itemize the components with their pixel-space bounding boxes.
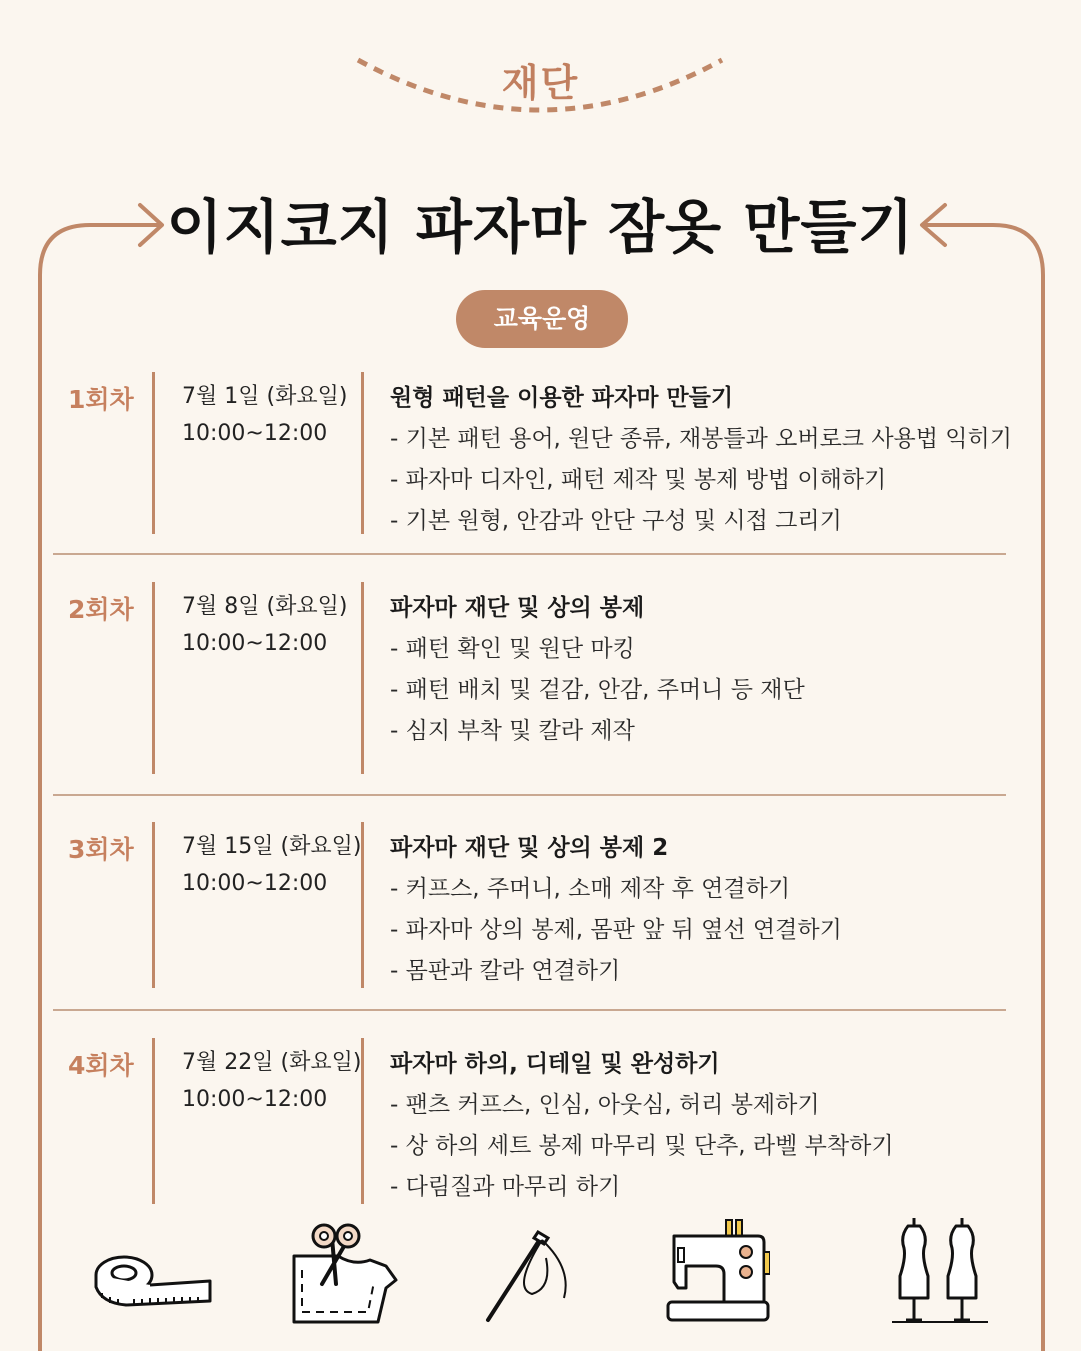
session-date: 7월 22일 (화요일) — [182, 1050, 362, 1075]
tape-measure-icon — [92, 1245, 214, 1311]
session-datetime — [182, 828, 361, 902]
session-heading: 파자마 하의, 디테일 및 완성하기 — [390, 1051, 720, 1077]
list-item: - 패턴 배치 및 겉감, 안감, 주머니 등 재단 — [390, 677, 805, 703]
list-item: - 파자마 디자인, 패턴 제작 및 봉제 방법 이해하기 — [390, 467, 887, 493]
divider-vertical — [152, 1038, 155, 1204]
session-4 — [0, 1038, 1081, 1206]
session-1 — [0, 372, 1081, 536]
session-3 — [0, 822, 1081, 990]
session-datetime — [182, 378, 347, 452]
list-item: - 다림질과 마무리 하기 — [390, 1174, 621, 1200]
divider-horizontal — [53, 794, 1006, 796]
session-date: 7월 15일 (화요일) — [182, 834, 362, 859]
session-heading: 원형 패턴을 이용한 파자마 만들기 — [390, 385, 734, 411]
divider-vertical — [361, 372, 364, 534]
list-item: - 팬츠 커프스, 인심, 아웃심, 허리 봉제하기 — [390, 1092, 820, 1118]
list-item: - 상 하의 세트 봉제 마무리 및 단추, 라벨 부착하기 — [390, 1133, 894, 1159]
divider-vertical — [152, 822, 155, 988]
session-date: 7월 1일 (화요일) — [182, 384, 348, 409]
session-heading: 파자마 재단 및 상의 봉제 2 — [390, 835, 669, 861]
sewing-machine-icon — [666, 1218, 770, 1324]
session-number: 1회차 — [68, 385, 134, 414]
divider-vertical — [152, 372, 155, 534]
list-item: - 기본 원형, 안감과 안단 구성 및 시접 그리기 — [390, 508, 842, 534]
scissors-pattern-icon — [288, 1222, 400, 1328]
list-item: - 몸판과 칼라 연결하기 — [390, 958, 621, 984]
session-time: 10:00~12:00 — [182, 631, 328, 656]
session-content — [390, 828, 842, 992]
session-time: 10:00~12:00 — [182, 871, 328, 896]
session-heading: 파자마 재단 및 상의 봉제 — [390, 595, 645, 621]
session-number: 4회차 — [68, 1051, 134, 1080]
session-time: 10:00~12:00 — [182, 421, 328, 446]
session-number: 3회차 — [68, 835, 134, 864]
list-item: - 파자마 상의 봉제, 몸판 앞 뒤 옆선 연결하기 — [390, 917, 842, 943]
divider-horizontal — [53, 1009, 1006, 1011]
session-content — [390, 588, 805, 752]
divider-vertical — [152, 582, 155, 774]
divider-horizontal — [53, 553, 1006, 555]
page-title: 이지코지 파자마 잠옷 만들기 — [166, 193, 915, 261]
session-content — [390, 1044, 894, 1208]
session-number: 2회차 — [68, 595, 134, 624]
list-item: - 패턴 확인 및 원단 마킹 — [390, 636, 635, 662]
needle-thread-icon — [482, 1228, 574, 1324]
session-time: 10:00~12:00 — [182, 1087, 328, 1112]
top-word: 재단 — [501, 61, 580, 105]
divider-vertical — [361, 1038, 364, 1204]
list-item: - 커프스, 주머니, 소매 제작 후 연결하기 — [390, 876, 791, 902]
session-datetime — [182, 588, 347, 662]
list-item: - 기본 패턴 용어, 원단 종류, 재봉틀과 오버로크 사용법 익히기 — [390, 426, 1012, 452]
dress-form-icon — [888, 1216, 992, 1324]
divider-vertical — [361, 582, 364, 774]
badge: 교육운영 — [456, 290, 628, 348]
session-content — [390, 378, 1012, 542]
session-date: 7월 8일 (화요일) — [182, 594, 348, 619]
session-datetime — [182, 1044, 361, 1118]
divider-vertical — [361, 822, 364, 988]
session-2 — [0, 582, 1081, 776]
list-item: - 심지 부착 및 칼라 제작 — [390, 718, 635, 744]
